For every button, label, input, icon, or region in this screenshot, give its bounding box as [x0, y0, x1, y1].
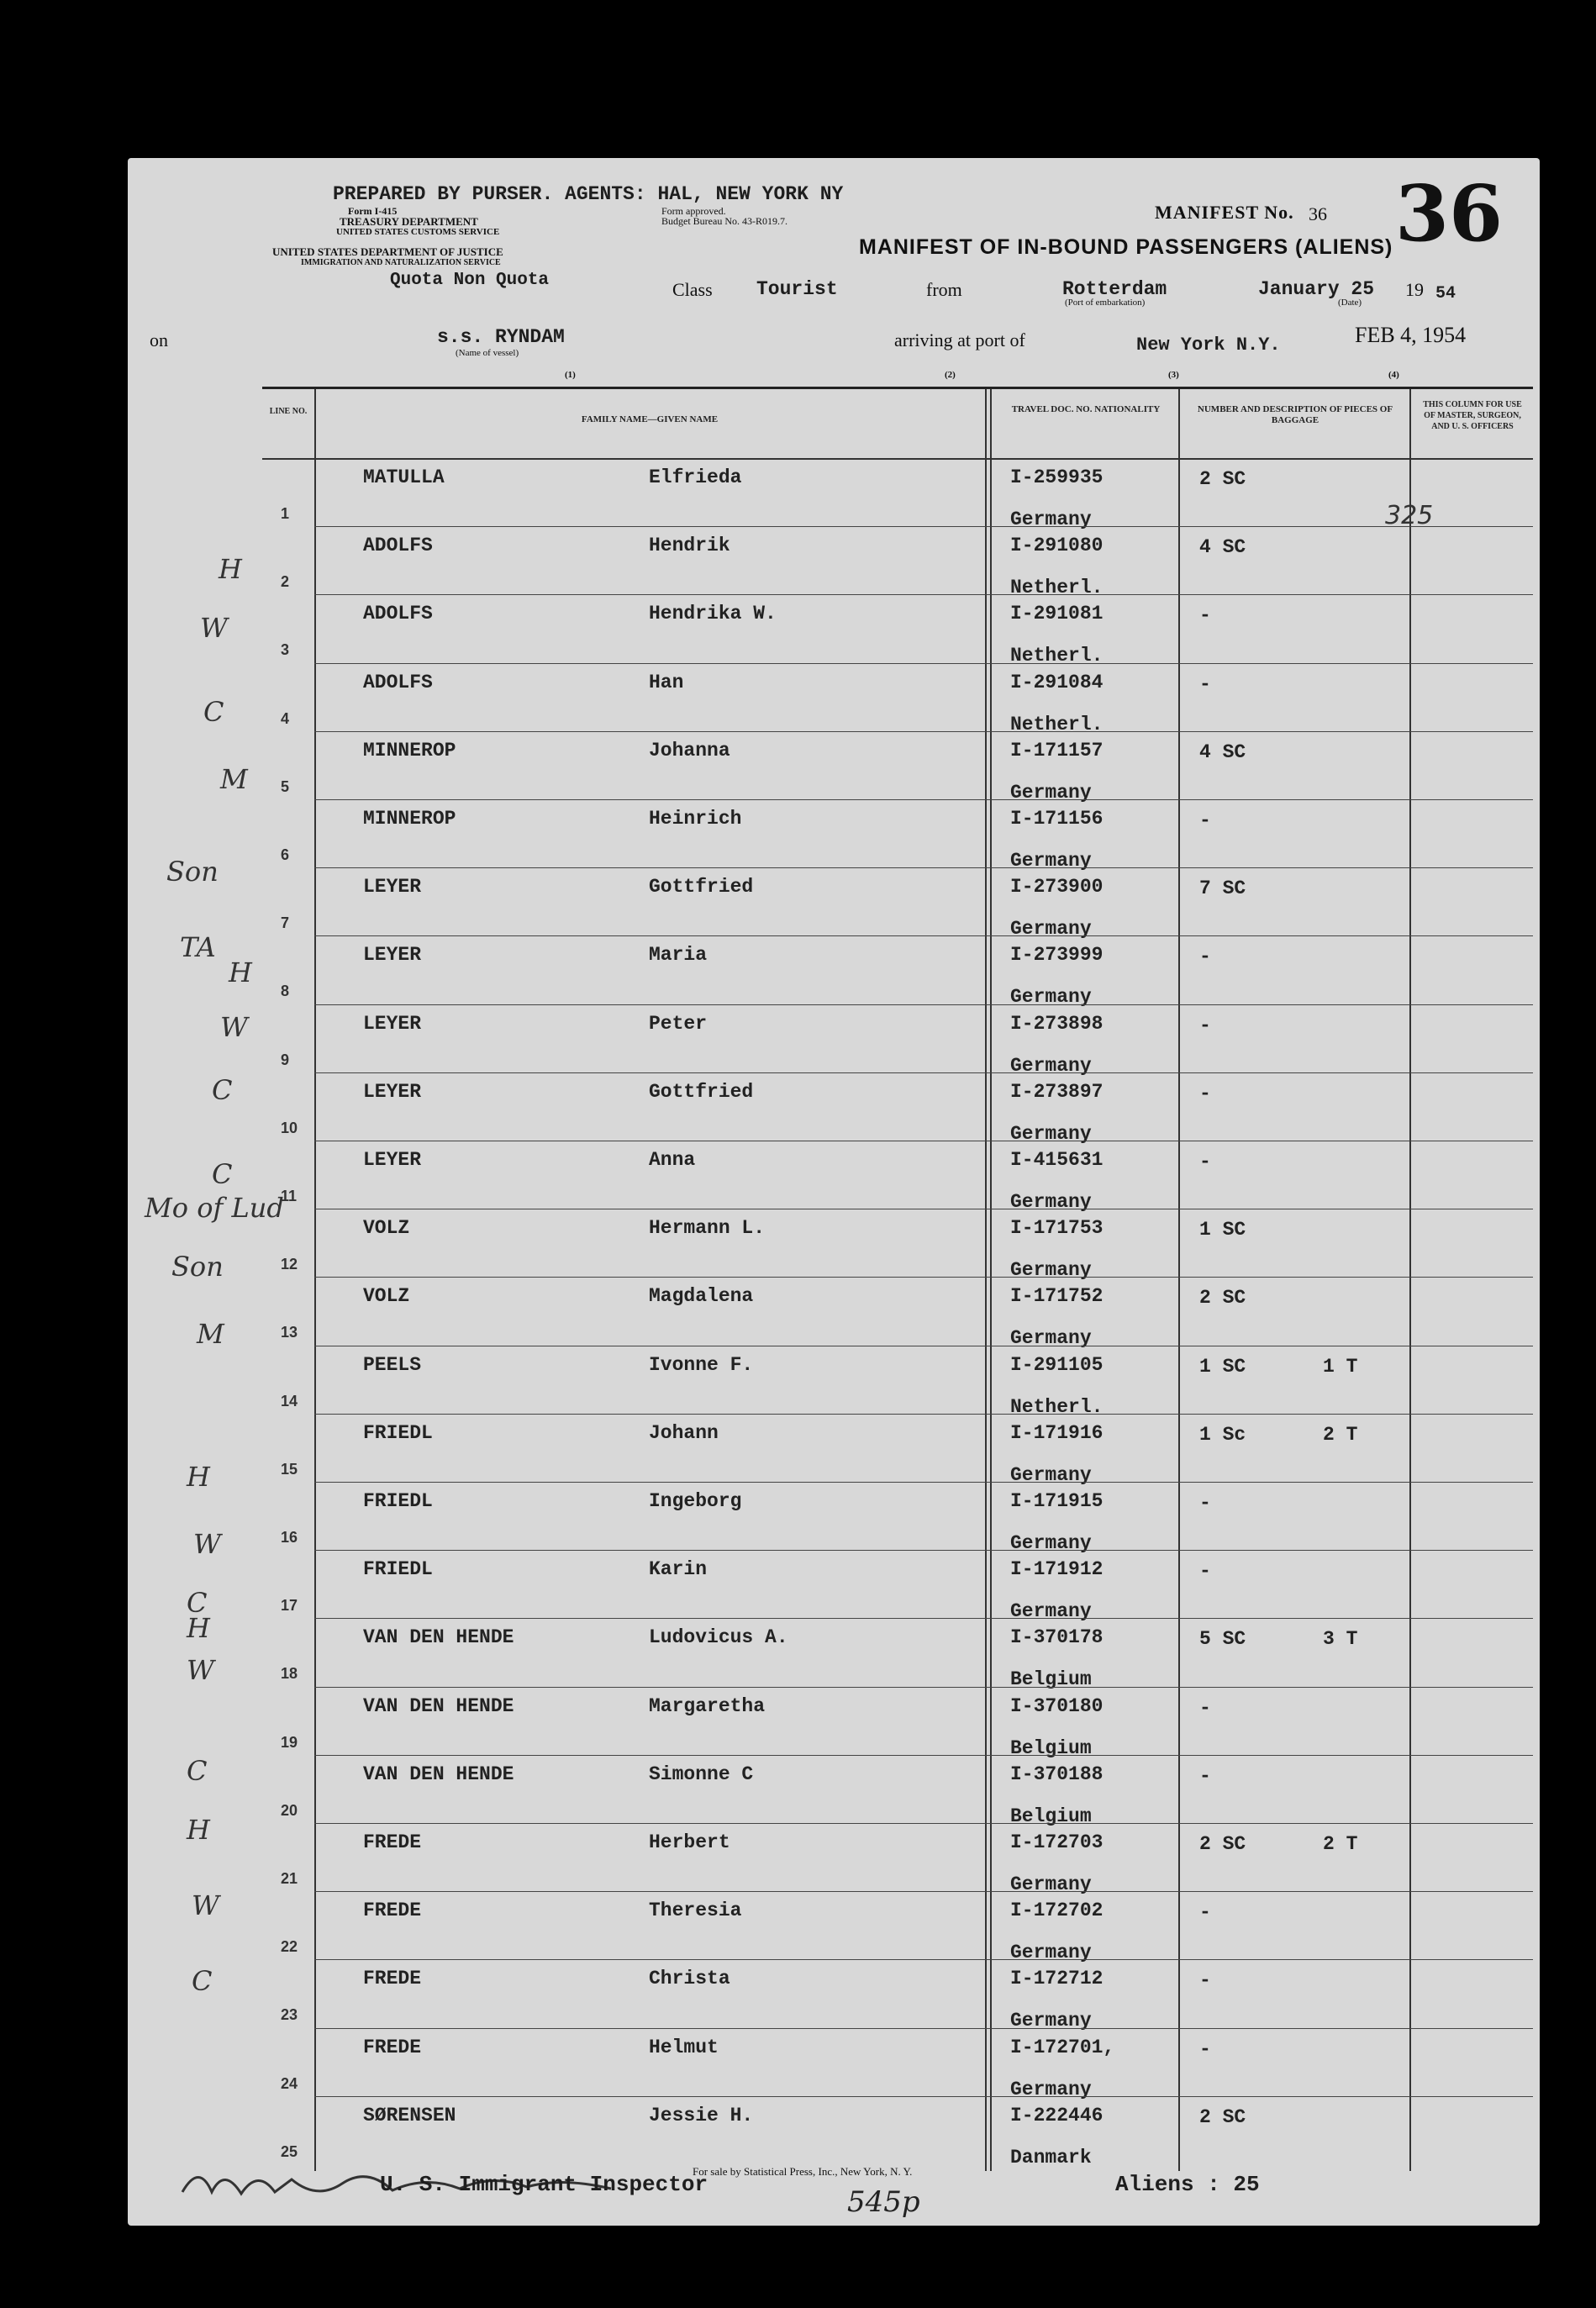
line-number: 22: [281, 1938, 298, 1956]
nationality: Germany: [1010, 918, 1092, 941]
baggage-trunks: 2 T: [1323, 1423, 1358, 1446]
travel-doc-number: I-171915: [1010, 1490, 1104, 1512]
row-divider: [314, 1959, 1533, 1960]
form-approved: Form approved.: [661, 205, 726, 217]
arriving-label: arriving at port of: [894, 329, 1025, 350]
family-name: ADOLFS: [363, 671, 433, 693]
baggage: -: [1199, 1014, 1211, 1036]
given-name: Ivonne F.: [649, 1353, 754, 1376]
nationality: Germany: [1010, 2078, 1092, 2100]
nationality: Belgium: [1010, 1805, 1092, 1827]
date-caption: (Date): [1338, 298, 1362, 308]
family-name: VAN DEN HENDE: [363, 1626, 514, 1649]
given-name: Herbert: [649, 1831, 730, 1853]
margin-note: TA: [180, 931, 216, 963]
table-row: [262, 806, 1533, 874]
table-row: [262, 874, 1533, 942]
travel-doc-number: I-370178: [1010, 1626, 1104, 1649]
travel-doc-number: I-291105: [1010, 1353, 1104, 1376]
family-name: MINNEROP: [363, 808, 456, 830]
baggage: 1 Sc: [1199, 1423, 1246, 1446]
treasury-department: TREASURY DEPARTMENT: [340, 215, 478, 228]
column-header-line: LINE NO.: [269, 407, 308, 416]
given-name: Helmut: [649, 2036, 719, 2058]
class-label: Class: [672, 279, 713, 300]
baggage: 2 SC: [1199, 1287, 1246, 1309]
line-number: 20: [281, 1801, 298, 1819]
row-divider: [314, 1072, 1533, 1073]
travel-doc-number: I-291081: [1010, 603, 1104, 625]
travel-doc-number: I-415631: [1010, 1149, 1104, 1171]
travel-doc-number: I-259935: [1010, 466, 1104, 488]
family-name: PEELS: [363, 1353, 422, 1376]
row-divider: [314, 799, 1533, 800]
row-divider: [314, 1482, 1533, 1483]
given-name: Christa: [649, 1968, 730, 1990]
travel-doc-number: I-273897: [1010, 1080, 1104, 1103]
embarkation-port: Rotterdam: [1062, 278, 1167, 300]
family-name: SØRENSEN: [363, 2104, 456, 2126]
family-name: VOLZ: [363, 1217, 410, 1240]
nationality: Germany: [1010, 508, 1092, 530]
given-name: Johanna: [649, 739, 730, 761]
baggage: -: [1199, 2037, 1211, 2060]
travel-doc-number: I-291084: [1010, 671, 1104, 693]
baggage-trunks: 2 T: [1323, 1833, 1358, 1855]
margin-note: H: [187, 1461, 210, 1493]
given-name: Elfrieda: [649, 466, 742, 488]
nationality: Belgium: [1010, 1668, 1092, 1691]
travel-doc-number: I-273898: [1010, 1012, 1104, 1035]
baggage-trunks: 3 T: [1323, 1628, 1358, 1651]
vessel-name: s.s. RYNDAM: [437, 326, 565, 348]
travel-doc-number: I-273999: [1010, 944, 1104, 967]
family-name: LEYER: [363, 876, 422, 898]
travel-doc-number: I-171752: [1010, 1285, 1104, 1308]
nationality: Germany: [1010, 1191, 1092, 1213]
baggage: -: [1199, 1901, 1211, 1924]
family-name: LEYER: [363, 944, 422, 967]
given-name: Gottfried: [649, 1080, 754, 1103]
margin-note: W: [192, 1889, 219, 1921]
travel-doc-number: I-171912: [1010, 1558, 1104, 1581]
nationality: Belgium: [1010, 1736, 1092, 1759]
travel-doc-number: I-172712: [1010, 1968, 1104, 1990]
column-number-2: (2): [945, 370, 956, 380]
table-row: [262, 1079, 1533, 1147]
line-number: 18: [281, 1665, 298, 1683]
given-name: Maria: [649, 944, 708, 967]
line-number: 23: [281, 2006, 298, 2024]
line-number: 11: [281, 1188, 298, 1204]
table-row: [262, 670, 1533, 738]
row-divider: [314, 526, 1533, 527]
nationality: Germany: [1010, 1600, 1092, 1623]
baggage: -: [1199, 1151, 1211, 1172]
line-number: 25: [281, 2142, 298, 2160]
margin-note: Son: [171, 1251, 224, 1283]
family-name: FREDE: [363, 1900, 422, 1922]
line-number: 12: [281, 1256, 298, 1273]
given-name: Karin: [649, 1558, 708, 1581]
line-number: 13: [281, 1324, 298, 1341]
nationality: Germany: [1010, 1054, 1092, 1077]
table-row: [262, 1352, 1533, 1420]
manifest-number-label: MANIFEST No.: [1155, 202, 1294, 223]
margin-note: W: [220, 1011, 248, 1043]
table-row: [262, 1420, 1533, 1489]
row-divider: [314, 731, 1533, 732]
year-prefix: 19: [1405, 279, 1424, 300]
baggage: 1 SC: [1199, 1355, 1246, 1378]
baggage: -: [1199, 672, 1211, 695]
nationality: Danmark: [1010, 2146, 1092, 2168]
baggage: 4 SC: [1199, 740, 1246, 763]
header-divider: [262, 458, 1533, 460]
table-row: [262, 2035, 1533, 2103]
baggage: -: [1199, 946, 1211, 968]
customs-service: UNITED STATES CUSTOMS SERVICE: [336, 227, 500, 237]
given-name: Gottfried: [649, 876, 754, 898]
travel-doc-number: I-222446: [1010, 2104, 1104, 2126]
given-name: Simonne C: [649, 1763, 754, 1785]
table-row: [262, 533, 1533, 601]
family-name: FREDE: [363, 2036, 422, 2058]
margin-note: Son: [166, 856, 219, 888]
given-name: Hermann L.: [649, 1217, 766, 1240]
line-number: 14: [281, 1392, 298, 1410]
family-name: VAN DEN HENDE: [363, 1763, 514, 1785]
margin-note: Mo of Lud: [145, 1192, 284, 1224]
travel-doc-number: I-171916: [1010, 1421, 1104, 1444]
row-divider: [314, 1004, 1533, 1005]
column-number-4: (4): [1388, 370, 1399, 380]
passenger-table: [262, 387, 1533, 2171]
family-name: LEYER: [363, 1012, 422, 1035]
row-divider: [314, 1891, 1533, 1892]
line-number: 5: [281, 777, 290, 795]
line-number: 3: [281, 641, 290, 659]
given-name: Han: [649, 671, 684, 693]
given-name: Heinrich: [649, 808, 742, 830]
baggage: 2 SC: [1199, 2105, 1246, 2128]
inspector-label: U. S. Immigrant Inspector: [380, 2172, 708, 2197]
line-number: 10: [281, 1119, 298, 1136]
travel-doc-number: I-171157: [1010, 739, 1104, 761]
nationality: Germany: [1010, 1122, 1092, 1145]
family-name: LEYER: [363, 1080, 422, 1103]
margin-note: H: [219, 553, 242, 585]
line-number: 9: [281, 1051, 290, 1068]
given-name: Johann: [649, 1421, 719, 1444]
manifest-page: [128, 158, 1540, 2226]
table-row: [262, 1147, 1533, 1215]
row-divider: [314, 594, 1533, 595]
nationality: Germany: [1010, 1463, 1092, 1486]
nationality: Germany: [1010, 2010, 1092, 2032]
row-divider: [314, 1823, 1533, 1824]
line-number: 24: [281, 2074, 298, 2092]
travel-doc-number: I-370180: [1010, 1694, 1104, 1717]
line-number: 7: [281, 914, 290, 932]
nationality: Germany: [1010, 1259, 1092, 1282]
family-name: VAN DEN HENDE: [363, 1694, 514, 1717]
form-number: Form I-415: [348, 205, 398, 217]
nationality: Netherl.: [1010, 645, 1104, 667]
family-name: FRIEDL: [363, 1490, 433, 1512]
from-label: from: [926, 279, 962, 300]
table-row: [262, 1011, 1533, 1079]
table-row: [262, 942, 1533, 1010]
printer-line: For sale by Statistical Press, Inc., New York, N. Y.: [693, 2165, 913, 2178]
table-row: [262, 1215, 1533, 1283]
table-row: [262, 1557, 1533, 1625]
row-divider: [314, 1755, 1533, 1756]
line-number: 15: [281, 1460, 298, 1478]
line-number: 2: [281, 573, 290, 591]
column-header-name: FAMILY NAME—GIVEN NAME: [581, 414, 719, 424]
aliens-count: Aliens : 25: [1115, 2172, 1260, 2197]
travel-doc-number: I-171156: [1010, 808, 1104, 830]
travel-doc-number: I-172703: [1010, 1831, 1104, 1853]
nationality: Germany: [1010, 850, 1092, 872]
row-divider: [314, 2096, 1533, 2097]
row-divider: [314, 935, 1533, 936]
margin-note: C: [187, 1755, 208, 1787]
table-row: [262, 1489, 1533, 1557]
nationality: Germany: [1010, 1942, 1092, 1964]
travel-doc-number: I-171753: [1010, 1217, 1104, 1240]
margin-note: C: [212, 1074, 233, 1106]
margin-note: H: [187, 1612, 210, 1644]
baggage: -: [1199, 809, 1211, 831]
travel-doc-number: I-172701,: [1010, 2036, 1115, 2058]
row-divider: [314, 663, 1533, 664]
given-name: Magdalena: [649, 1285, 754, 1308]
baggage: 4 SC: [1199, 536, 1246, 559]
row-divider: [314, 1414, 1533, 1415]
given-name: Anna: [649, 1149, 696, 1171]
manifest-number-large: 36: [1395, 168, 1504, 259]
travel-doc-number: I-172702: [1010, 1900, 1104, 1922]
nationality: Netherl.: [1010, 577, 1104, 599]
family-name: FRIEDL: [363, 1558, 433, 1581]
vessel-caption: (Name of vessel): [456, 348, 519, 358]
baggage: -: [1199, 1969, 1211, 1992]
table-row: [262, 1694, 1533, 1762]
given-name: Hendrik: [649, 535, 730, 557]
baggage: 2 SC: [1199, 1833, 1246, 1855]
embarkation-caption: (Port of embarkation): [1065, 298, 1146, 308]
baggage: -: [1199, 1696, 1211, 1719]
given-name: Hendrika W.: [649, 603, 777, 625]
margin-note: C: [203, 696, 224, 728]
column-header-officers: THIS COLUMN FOR USE OF MASTER, SURGEON, AND U. S. OFFICERS: [1423, 400, 1522, 431]
table-row: [262, 465, 1533, 533]
baggage: -: [1199, 1560, 1211, 1583]
row-divider: [314, 1687, 1533, 1688]
nationality: Germany: [1010, 781, 1092, 804]
table-row: [262, 1283, 1533, 1352]
officer-note: 325: [1385, 501, 1434, 530]
baggage: 5 SC: [1199, 1628, 1246, 1651]
table-row: [262, 1625, 1533, 1693]
given-name: Theresia: [649, 1900, 742, 1922]
given-name: Ludovicus A.: [649, 1626, 788, 1649]
handwritten-number: 545p: [847, 2185, 920, 2219]
given-name: Margaretha: [649, 1694, 766, 1717]
margin-note: C: [192, 1965, 213, 1997]
budget-bureau: Budget Bureau No. 43-R019.7.: [661, 215, 787, 227]
table-row: [262, 738, 1533, 806]
given-name: Ingeborg: [649, 1490, 742, 1512]
travel-doc-number: I-370188: [1010, 1763, 1104, 1785]
family-name: VOLZ: [363, 1285, 410, 1308]
quota-line: Quota Non Quota: [390, 271, 550, 290]
column-header-travel-doc: TRAVEL DOC. NO. NATIONALITY: [1011, 404, 1161, 414]
family-name: FREDE: [363, 1968, 422, 1990]
departure-date: January 25: [1258, 278, 1375, 300]
margin-note: M: [197, 1318, 224, 1350]
table-row: [262, 601, 1533, 669]
line-number: 6: [281, 846, 290, 863]
ins-line: IMMIGRATION AND NATURALIZATION SERVICE: [301, 258, 501, 267]
margin-note: W: [200, 612, 228, 644]
baggage: 1 SC: [1199, 1219, 1246, 1241]
nationality: Germany: [1010, 986, 1092, 1009]
line-number: 8: [281, 983, 290, 1000]
line-number: 17: [281, 1597, 298, 1615]
family-name: LEYER: [363, 1149, 422, 1171]
row-divider: [314, 1277, 1533, 1278]
line-number: 16: [281, 1529, 298, 1546]
baggage: -: [1199, 604, 1211, 627]
column-number-3: (3): [1168, 370, 1179, 380]
family-name: MATULLA: [363, 466, 445, 488]
margin-note: C: [187, 1587, 208, 1619]
given-name: Jessie H.: [649, 2104, 754, 2126]
line-number: 4: [281, 709, 290, 727]
arrival-date-stamp: FEB 4, 1954: [1355, 323, 1467, 347]
family-name: FRIEDL: [363, 1421, 433, 1444]
nationality: Germany: [1010, 1532, 1092, 1554]
margin-note: H: [229, 956, 252, 988]
table-row: [262, 1830, 1533, 1898]
family-name: FREDE: [363, 1831, 422, 1853]
manifest-title: MANIFEST OF IN-BOUND PASSENGERS (ALIENS): [859, 235, 1393, 259]
line-number: 21: [281, 1870, 298, 1887]
manifest-number-small: 36: [1309, 203, 1327, 224]
department-of-justice: UNITED STATES DEPARTMENT OF JUSTICE: [272, 245, 503, 258]
nationality: Netherl.: [1010, 1395, 1104, 1418]
column-number-1: (1): [565, 370, 576, 380]
table-row: [262, 1966, 1533, 2034]
class-value: Tourist: [756, 278, 838, 300]
nationality: Germany: [1010, 1873, 1092, 1895]
row-divider: [314, 1550, 1533, 1551]
row-divider: [314, 867, 1533, 868]
margin-note: H: [187, 1814, 210, 1846]
family-name: ADOLFS: [363, 535, 433, 557]
baggage: 2 SC: [1199, 468, 1246, 490]
line-number: 1: [281, 505, 290, 522]
travel-doc-number: I-273900: [1010, 876, 1104, 898]
baggage: -: [1199, 1082, 1211, 1104]
baggage: -: [1199, 1764, 1211, 1787]
column-header-baggage: NUMBER AND DESCRIPTION OF PIECES OF BAGGAGE: [1197, 404, 1393, 425]
row-divider: [314, 1618, 1533, 1619]
given-name: Peter: [649, 1012, 708, 1035]
baggage: -: [1199, 1492, 1211, 1514]
prepared-by: PREPARED BY PURSER. AGENTS: HAL, NEW YORK NY: [333, 183, 844, 205]
family-name: MINNEROP: [363, 739, 456, 761]
baggage-trunks: 1 T: [1323, 1355, 1358, 1378]
table-row: [262, 1762, 1533, 1830]
margin-note: W: [193, 1528, 221, 1560]
nationality: Netherl.: [1010, 713, 1104, 735]
on-label: on: [150, 329, 168, 350]
row-divider: [314, 2028, 1533, 2029]
line-number: 19: [281, 1733, 298, 1751]
nationality: Germany: [1010, 1327, 1092, 1350]
arrival-port: New York N.Y.: [1136, 335, 1281, 356]
margin-note: W: [187, 1654, 214, 1686]
margin-note: C: [212, 1158, 233, 1190]
margin-note: M: [220, 763, 248, 795]
table-row: [262, 1898, 1533, 1966]
travel-doc-number: I-291080: [1010, 535, 1104, 557]
baggage: 7 SC: [1199, 877, 1246, 900]
family-name: ADOLFS: [363, 603, 433, 625]
year-suffix: 54: [1435, 284, 1456, 303]
